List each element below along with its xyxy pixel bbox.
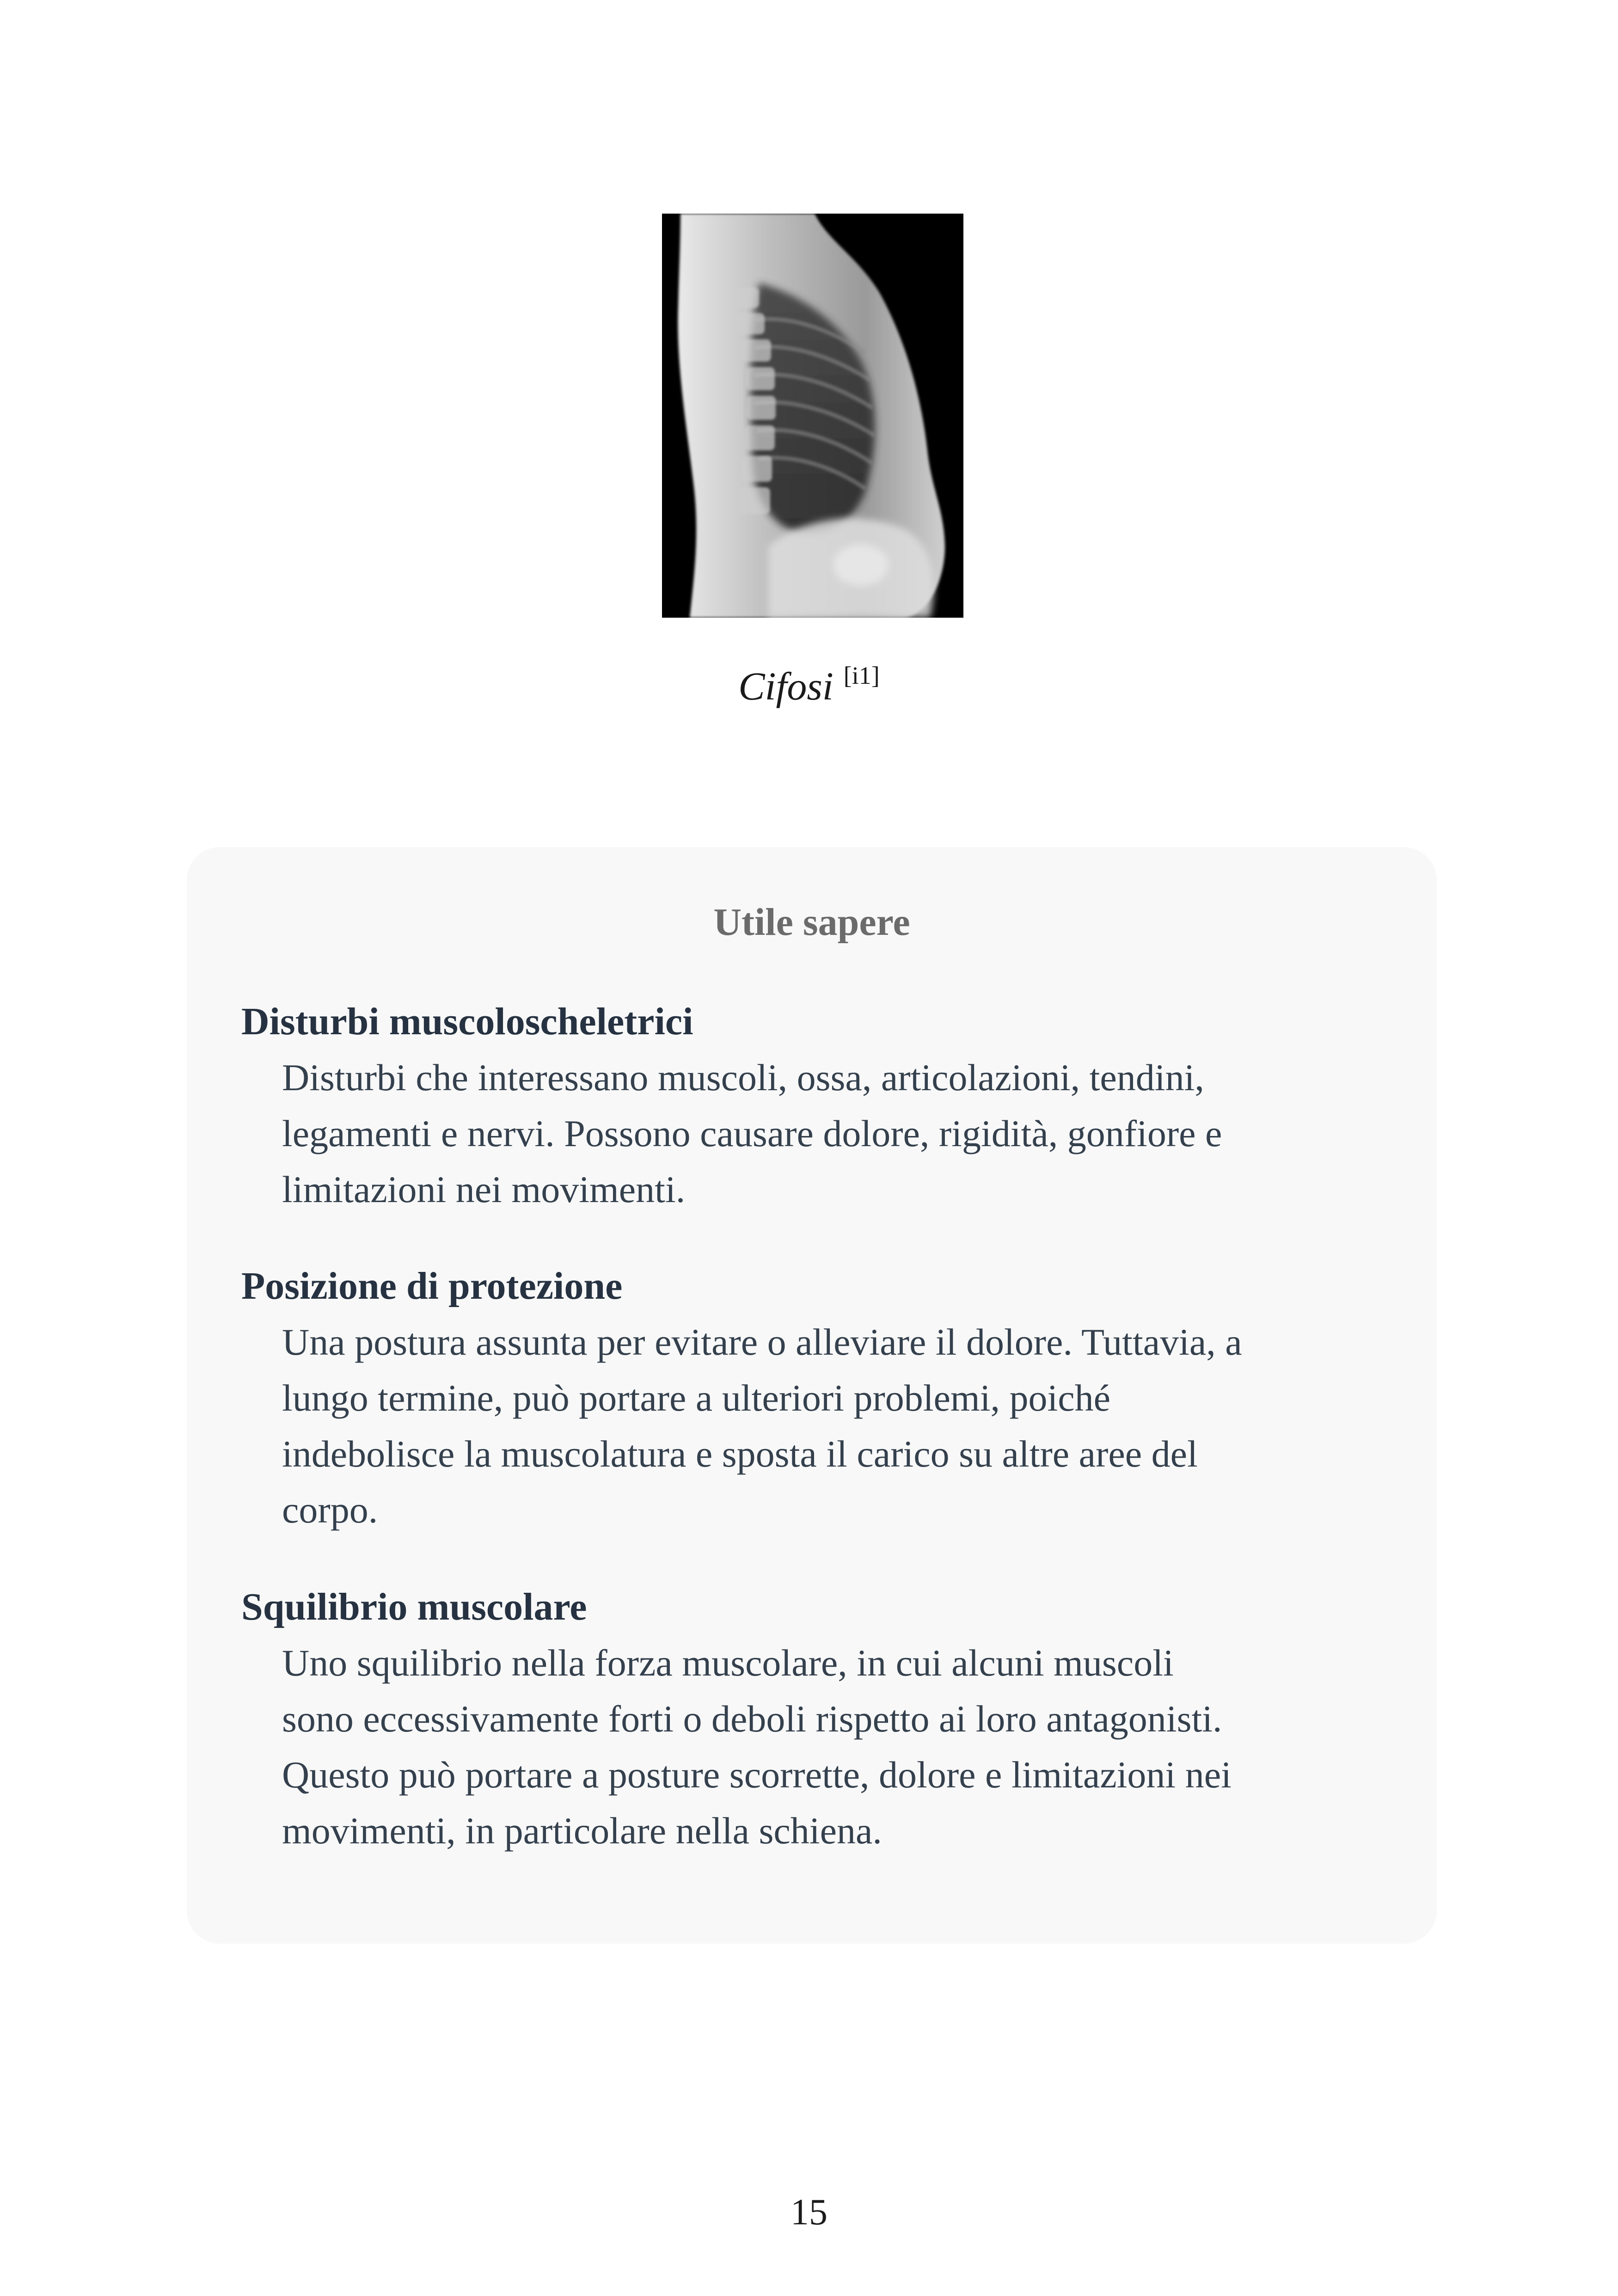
term-title: Posizione di protezione [241, 1265, 623, 1308]
term-title: Squilibrio muscolare [241, 1585, 587, 1628]
definition-line: sono eccessivamente forti o deboli rispetto ai loro antagonisti. [282, 1698, 1222, 1740]
info-box [187, 847, 1437, 1944]
term-definition [282, 1635, 1391, 1859]
xray-image [662, 214, 963, 618]
definition-line: legamenti e nervi. Possono causare dolore, rigidità, gonfiore e [282, 1112, 1222, 1154]
definition-line: indebolisce la muscolatura e sposta il carico su altre aree del [282, 1433, 1198, 1475]
definition-line: Uno squilibrio nella forza muscolare, in cui alcuni muscoli [282, 1642, 1174, 1684]
definition-line: Una postura assunta per evitare o alleviare il dolore. Tuttavia, a [282, 1321, 1242, 1363]
term-squilibrio-muscolare [241, 1579, 1406, 1859]
term-definition [282, 1050, 1391, 1217]
xray-drawing [662, 214, 963, 618]
definition-line: Disturbi che interessano muscoli, ossa, articolazioni, tendini, [282, 1056, 1204, 1099]
term-disturbi-muscoloscheletrici [241, 994, 1406, 1217]
definition-line: Questo può portare a posture scorrette, dolore e limitazioni nei [282, 1754, 1232, 1796]
info-box-title: Utile sapere [713, 901, 910, 944]
term-definition [282, 1314, 1391, 1538]
term-posizione-di-protezione [241, 1259, 1406, 1538]
definition-line: limitazioni nei movimenti. [282, 1168, 686, 1210]
caption-reference: [i1] [843, 662, 880, 689]
figure-caption [0, 661, 1618, 709]
definition-line: movimenti, in particolare nella schiena. [282, 1810, 882, 1852]
definition-line: lungo termine, può portare a ulteriori problemi, poiché [282, 1377, 1111, 1419]
definition-line: corpo. [282, 1489, 378, 1531]
term-title: Disturbi muscoloscheletrici [241, 1000, 693, 1043]
caption-text: Cifosi [738, 664, 834, 708]
page-number: 15 [791, 2192, 827, 2233]
